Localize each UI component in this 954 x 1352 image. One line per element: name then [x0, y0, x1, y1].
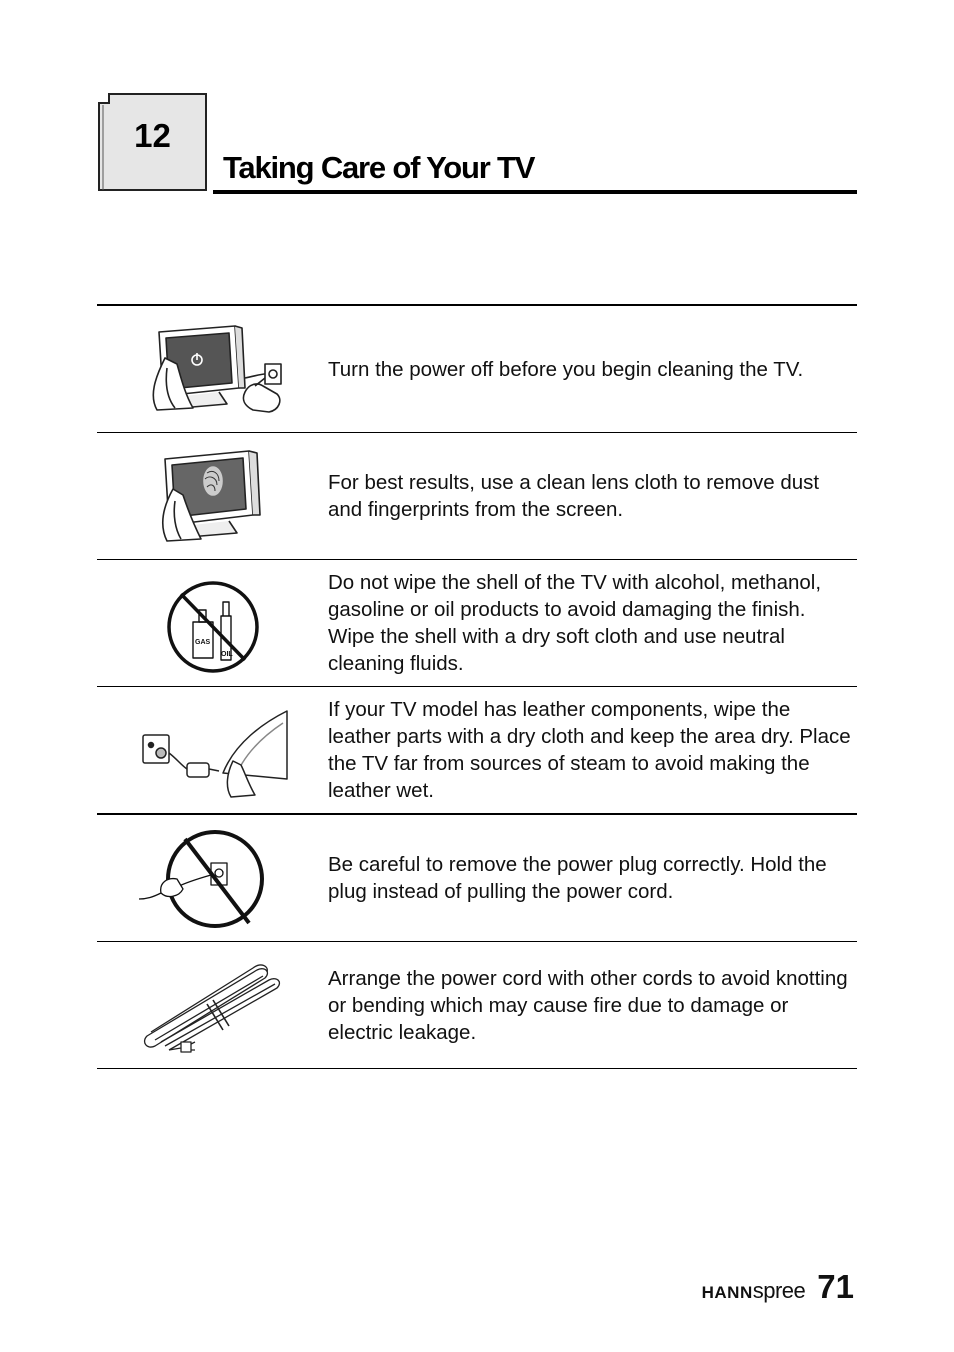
- chapter-title: Taking Care of Your TV: [223, 150, 535, 185]
- page-number: 71: [817, 1268, 854, 1305]
- care-tip-text: Be careful to remove the power plug correctly. Hold the plug instead of pulling the power cord.: [328, 853, 827, 903]
- leather-steam-illustration: [137, 699, 297, 803]
- chapter-number: 12: [134, 117, 171, 154]
- oil-label: OIL: [221, 651, 233, 658]
- care-tip-text: Turn the power off before you begin cleaning the TV.: [328, 357, 804, 381]
- care-row: [97, 433, 857, 560]
- tv-screen-wipe-illustration: [137, 445, 297, 549]
- no-cord-pull-illustration: [137, 827, 297, 931]
- gas-label: GAS: [195, 639, 211, 646]
- care-row: [97, 815, 857, 942]
- care-tip-text: Arrange the power cord with other cords to avoid knotting or bending which may cause fire due to damage or electric leakage.: [328, 966, 848, 1044]
- care-row: [97, 942, 857, 1069]
- chapter-tab: [98, 93, 207, 191]
- tv-power-off-illustration: [137, 318, 297, 422]
- no-chemicals-illustration: [137, 572, 297, 676]
- page-footer: [702, 1268, 854, 1306]
- brand-logo-light: spree: [752, 1278, 806, 1303]
- care-row: [97, 306, 857, 433]
- care-tips-table: [97, 304, 857, 1069]
- brand-logo-bold: HANN: [701, 1283, 753, 1302]
- care-tip-text: If your TV model has leather components, wipe the leather parts with a dry cloth and keep the area dry. Place the TV far from sources of steam to avoid making the leather wet.: [328, 698, 851, 802]
- care-tip-text: For best results, use a clean lens cloth to remove dust and fingerprints from the screen.: [328, 471, 820, 521]
- care-row: [97, 560, 857, 687]
- title-rule: [213, 190, 857, 194]
- care-tip-text: Do not wipe the shell of the TV with alcohol, methanol, gasoline or oil products to avoid damaging the finish. Wipe the shell with a dry soft cloth and use neutral cleaning fluids.: [328, 571, 822, 675]
- coiled-cord-illustration: [137, 954, 297, 1058]
- care-row: [97, 687, 857, 815]
